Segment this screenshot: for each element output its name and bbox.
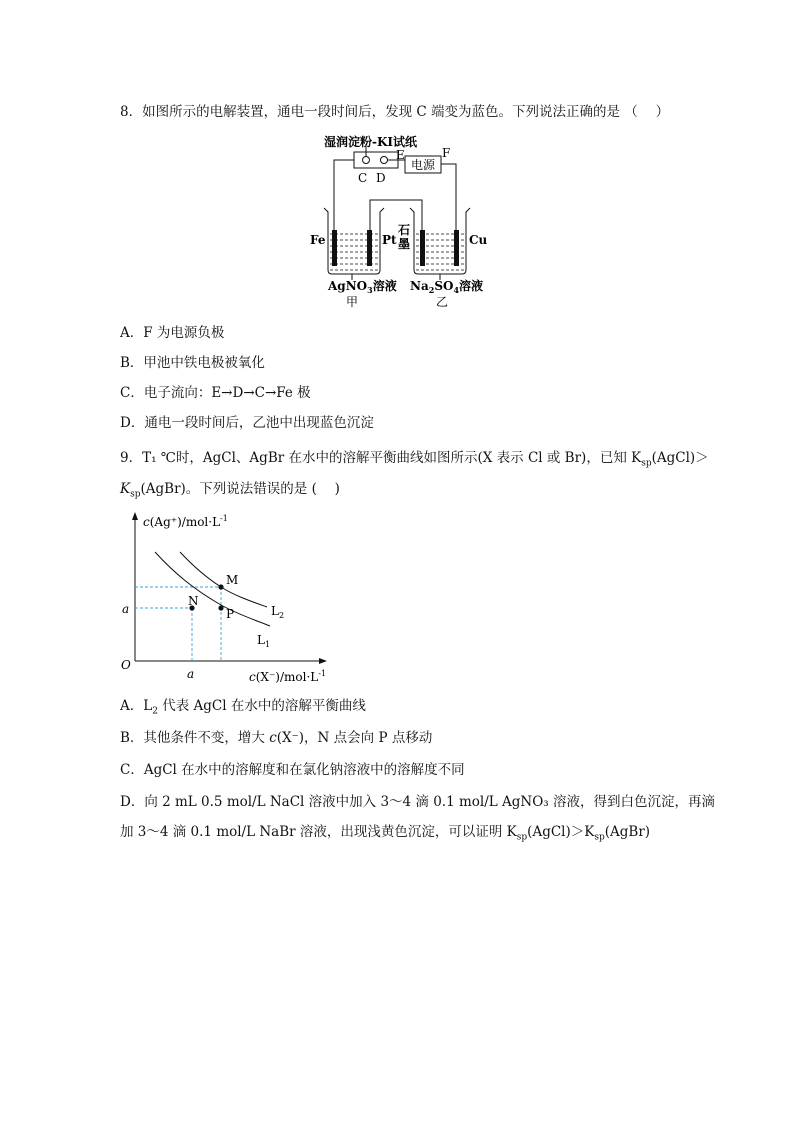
label-l2: $L_2$: [271, 604, 285, 620]
label-pt: Pt: [382, 233, 397, 247]
solution-left: AgNO$_3$溶液: [328, 279, 397, 295]
label-d: D: [376, 171, 386, 185]
a-x-label: a: [187, 667, 195, 681]
cell-right-label: 乙: [436, 295, 449, 309]
point-p: [218, 605, 223, 610]
label-f: F: [442, 146, 451, 160]
power-label: 电源: [411, 158, 436, 172]
solubility-chart: [115, 508, 335, 688]
label-cu: Cu: [469, 233, 488, 247]
electrolysis-figure: [300, 130, 500, 312]
solution-right: $Na_2SO_4$溶液: [410, 279, 484, 295]
q8-stem: 8．如图所示的电解装置，通电一段时间后，发现 C 端变为蓝色。下列说法正确的是 （ ）: [120, 104, 670, 120]
graphite-electrode: [420, 230, 425, 266]
cell-left-label: 甲: [346, 295, 359, 309]
q9-option-a: A．$L_2$ 代表 AgCl 在水中的溶解平衡曲线: [120, 698, 366, 717]
point-m: [218, 584, 223, 589]
q8-option-a: A．F 为电源负极: [120, 325, 225, 341]
q9-option-c: C．AgCl 在水中的溶解度和在氯化钠溶液中的溶解度不同: [120, 762, 465, 778]
label-c: C: [358, 171, 368, 185]
pt-electrode: [367, 230, 372, 266]
y-axis-label: $c(Ag^+)/mol\cdot L^{-1}$: [143, 514, 228, 529]
label-graphite-2: 墨: [398, 237, 411, 251]
wire-c-fe: [334, 160, 354, 232]
label-fe: Fe: [310, 233, 326, 247]
fe-electrode: [332, 230, 337, 266]
x-axis-arrow: [319, 658, 327, 664]
q8-option-b: B．甲池中铁电极被氧化: [120, 355, 265, 371]
x-axis-label: $c(X^-)/mol\cdot L^{-1}$: [249, 669, 327, 684]
label-p: P: [226, 607, 235, 621]
label-m: M: [226, 573, 239, 587]
terminal-c: [363, 157, 370, 164]
q9-option-d-line1: D．向 2 mL 0.5 mol/L NaCl 溶液中加入 3～4 滴 0.1 mol/L AgNO₃ 溶液，得到白色沉淀，再滴: [120, 794, 716, 810]
a-y-label: a: [122, 602, 130, 616]
y-axis-arrow: [132, 512, 138, 520]
label-n: N: [188, 594, 199, 608]
q9-option-b: B．其他条件不变，增大 c(X⁻)，N 点会向 P 点移动: [120, 730, 433, 746]
wire-f-cu: [441, 164, 456, 232]
q8-option-c: C．电子流向：E→D→C→Fe 极: [120, 385, 311, 401]
label-e: E: [396, 148, 405, 162]
terminal-d: [381, 157, 388, 164]
q9-stem-line2: $K_{sp}(AgBr)$。下列说法错误的是 ( ): [120, 481, 340, 500]
cu-electrode: [454, 230, 459, 266]
origin-label: O: [121, 658, 131, 672]
label-graphite-1: 石: [398, 223, 411, 237]
label-l1: $L_1$: [257, 633, 271, 649]
q9-stem-line1: 9．T₁ ℃时，AgCl、AgBr 在水中的溶解平衡曲线如图所示(X 表示 Cl 或 Br)，已知 $K_{sp}(AgCl)>$: [120, 450, 709, 469]
curve-l1: [155, 552, 270, 626]
q8-option-d: D．通电一段时间后，乙池中出现蓝色沉淀: [120, 415, 374, 431]
q9-option-d-line2: 加 3～4 滴 0.1 mol/L NaBr 溶液，出现浅黄色沉淀，可以证明 $K_{sp}(AgCl)>K_{sp}(AgBr)$: [120, 824, 651, 843]
starch-ki-paper-label: 湿润淀粉-KI试纸: [324, 135, 418, 149]
